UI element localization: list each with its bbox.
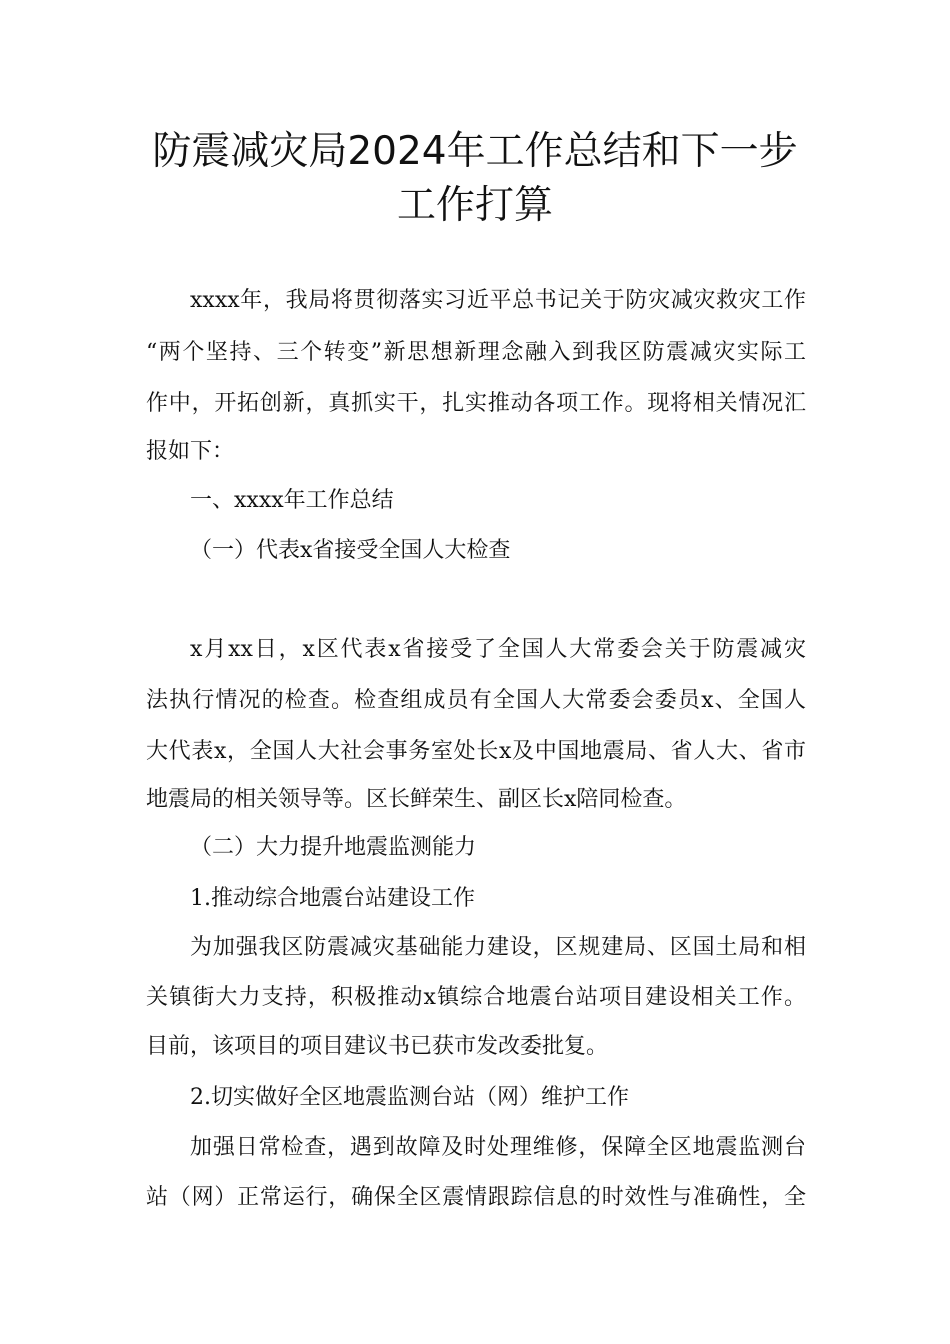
paragraph-intro-line-1: xxxx年，我局将贯彻落实习近平总书记关于防灾减灾救灾工作 — [190, 288, 806, 313]
item-heading-1: 1.推动综合地震台站建设工作 — [190, 886, 475, 911]
paragraph-inspection-line-4: 地震局的相关领导等。区长鲜荣生、副区长x陪同检查。 — [146, 787, 687, 812]
paragraph-inspection-line-3: 大代表x，全国人大社会事务室处长x及中国地震局、省人大、省市 — [146, 739, 806, 764]
subsection-heading-1: （一）代表x省接受全国人大检查 — [190, 538, 511, 563]
item-heading-2: 2.切实做好全区地震监测台站（网）维护工作 — [190, 1085, 629, 1110]
paragraph-inspection-line-2: 法执行情况的检查。检查组成员有全国人大常委会委员x、全国人 — [146, 688, 806, 713]
document-title-line-2: 工作打算 — [396, 183, 553, 228]
paragraph-station-line-3: 目前，该项目的项目建议书已获市发改委批复。 — [146, 1034, 609, 1059]
paragraph-intro-line-2: “两个坚持、三个转变”新思想新理念融入到我区防震减灾实际工 — [146, 340, 806, 365]
paragraph-station-line-1: 为加强我区防震减灾基础能力建设，区规建局、区国土局和相 — [190, 935, 806, 960]
section-heading-1: 一、xxxx年工作总结 — [190, 488, 394, 513]
paragraph-intro-line-4: 报如下： — [146, 439, 235, 464]
paragraph-intro-line-3: 作中，开拓创新，真抓实干，扎实推动各项工作。现将相关情况汇 — [146, 391, 806, 416]
document-title-line-1: 防震减灾局2024年工作总结和下一步 — [152, 129, 798, 174]
subsection-heading-2: （二）大力提升地震监测能力 — [190, 835, 477, 860]
paragraph-station-line-2: 关镇街大力支持，积极推动x镇综合地震台站项目建设相关工作。 — [146, 985, 806, 1010]
paragraph-maintenance-line-1: 加强日常检查，遇到故障及时处理维修，保障全区地震监测台 — [190, 1135, 806, 1160]
paragraph-maintenance-line-2: 站（网）正常运行，确保全区震情跟踪信息的时效性与准确性，全 — [146, 1185, 806, 1210]
paragraph-inspection-line-1: x月xx日，x区代表x省接受了全国人大常委会关于防震减灾 — [190, 637, 806, 662]
